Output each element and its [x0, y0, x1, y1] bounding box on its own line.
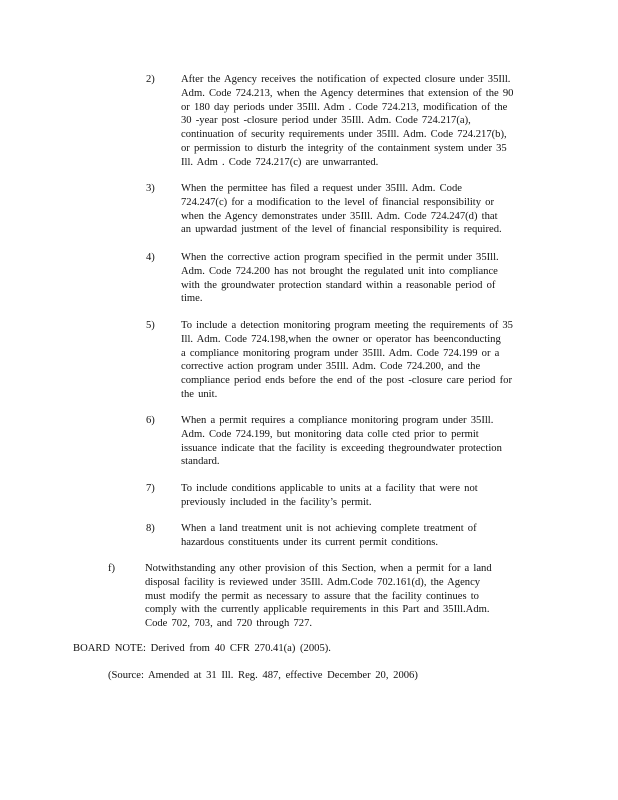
item-number: 7)	[146, 483, 155, 494]
item-text	[181, 522, 543, 550]
section-line: Code 702, 703, and 720 through 727.	[145, 618, 313, 630]
item-line: compliance period ends before the end of the post -closure care period for	[181, 375, 512, 387]
item-line: hazardous constituents under its current permit conditions.	[181, 536, 439, 548]
item-line: Adm. Code 724.199, but monitoring data colle cted prior to permit	[181, 428, 479, 440]
item-line: To include a detection monitoring program meeting the requirements of 35	[181, 320, 513, 331]
item-line: an upwardad justment of the level of financial responsibility is required.	[181, 224, 502, 236]
item-line: When a land treatment unit is not achieving complete treatment of	[181, 523, 477, 534]
item-line: previously included in the facility’s permit.	[181, 496, 372, 508]
item-line: continuation of security requirements under 35Ill. Adm. Code 724.217(b),	[181, 129, 507, 141]
item-text	[181, 319, 543, 402]
section-line: comply with the currently applicable requirements in this Part and 35Ill.Adm.	[145, 604, 490, 616]
section-text	[145, 562, 521, 631]
section-line: must modify the permit as necessary to assure that the facility continues to	[145, 590, 479, 602]
item-line: corrective action program under 35Ill. Adm. Code 724.200, and the	[181, 361, 481, 373]
item-text	[181, 414, 543, 469]
item-text	[181, 73, 543, 170]
section-line: Notwithstanding any other provision of this Section, when a permit for a land	[145, 563, 492, 574]
item-line: time.	[181, 293, 203, 305]
item-text	[181, 482, 543, 510]
item-line: or permission to disturb the integrity of the containment system under 35	[181, 142, 507, 154]
item-line: When a permit requires a compliance monitoring program under 35Ill.	[181, 415, 494, 426]
item-line: with the groundwater protection standard within a reasonable period of	[181, 279, 496, 291]
section-label: f)	[108, 563, 116, 574]
item-line: the unit.	[181, 388, 218, 400]
item-line: 30 -year post -closure period under 35Ill. Adm. Code 724.217(a),	[181, 115, 471, 127]
item-line: Ill. Adm. Code 724.198,when the owner or operator has beenconducting	[181, 333, 501, 345]
item-line: or 180 day periods under 35Ill. Adm . Code 724.213, modification of the	[181, 101, 508, 113]
item-line: a compliance monitoring program under 35Ill. Adm. Code 724.199 or a	[181, 347, 500, 359]
item-line: When the corrective action program specified in the permit under 35Ill.	[181, 252, 499, 263]
item-line: when the Agency demonstrates under 35Ill. Adm. Code 724.247(d) that	[181, 210, 498, 222]
item-number: 3)	[146, 183, 155, 194]
item-number: 6)	[146, 415, 155, 426]
item-line: To include conditions applicable to units at a facility that were not	[181, 483, 478, 494]
item-line: Adm. Code 724.213, when the Agency determines that extension of the 90	[181, 87, 514, 99]
item-text	[181, 251, 543, 306]
item-line: After the Agency receives the notification of expected closure under 35Ill.	[181, 74, 511, 85]
item-number: 8)	[146, 523, 155, 534]
item-line: Adm. Code 724.200 has not brought the regulated unit into compliance	[181, 265, 498, 277]
item-number: 4)	[146, 252, 155, 263]
item-number: 2)	[146, 74, 155, 85]
item-line: Ill. Adm . Code 724.217(c) are unwarranted.	[181, 156, 379, 168]
item-line: When the permittee has filed a request under 35Ill. Adm. Code	[181, 183, 462, 194]
section-line: disposal facility is reviewed under 35Ill. Adm.Code 702.161(d), the Agency	[145, 576, 481, 588]
item-number: 5)	[146, 320, 155, 331]
item-line: issuance indicate that the facility is exceeding thegroundwater protection	[181, 442, 502, 454]
source-note: (Source: Amended at 31 Ill. Reg. 487, effective December 20, 2006)	[108, 670, 418, 681]
item-line: 724.247(c) for a modification to the level of financial responsibility or	[181, 196, 495, 208]
item-line: standard.	[181, 456, 220, 468]
board-note: BOARD NOTE: Derived from 40 CFR 270.41(a) (2005).	[73, 643, 331, 654]
item-text	[181, 182, 543, 237]
